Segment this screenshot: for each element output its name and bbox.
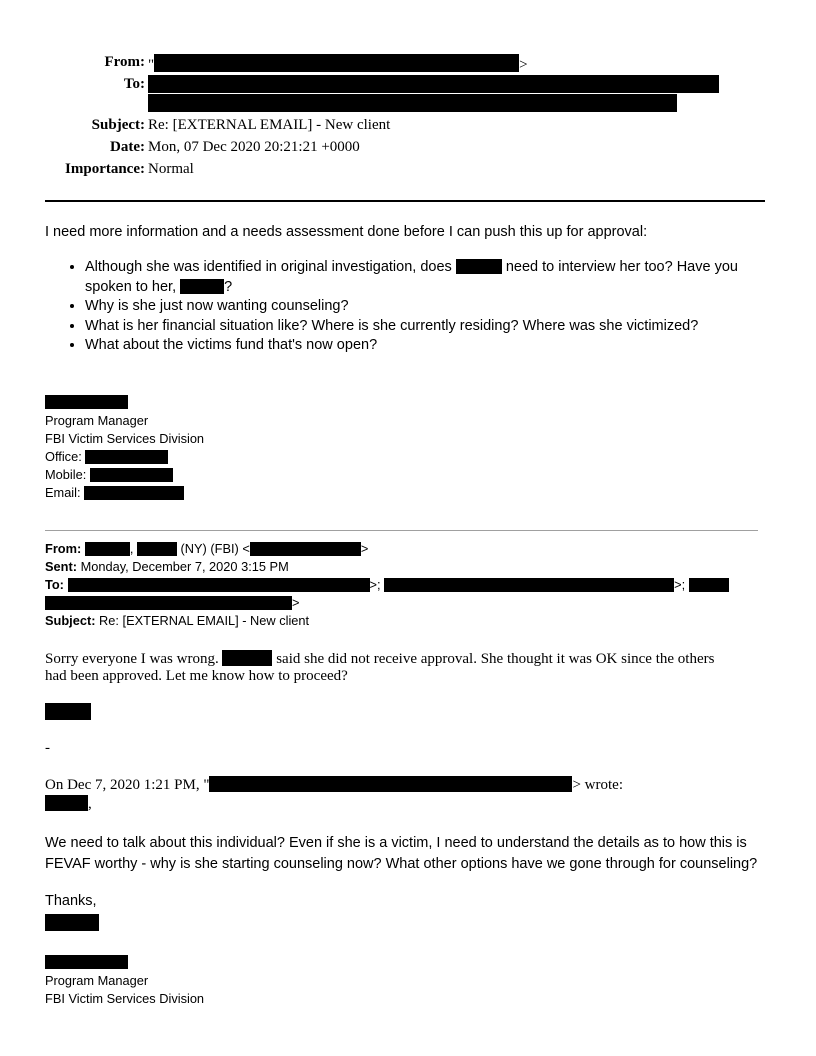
forwarded-header (45, 540, 760, 630)
redaction (85, 450, 168, 464)
redaction (68, 578, 370, 592)
header-divider (45, 200, 765, 202)
signature-office: Office: (45, 448, 204, 466)
list-item: • Although she was identified in original investigation, does need to interview her too? Have you spoken to her, ? (85, 258, 785, 297)
redaction (45, 596, 292, 610)
list-item: • Why is she just now wanting counseling? (85, 297, 785, 317)
from-label: From: (104, 54, 145, 70)
redaction (85, 542, 130, 556)
redaction (180, 279, 224, 294)
forwarded-subject: Subject: Re: [EXTERNAL EMAIL] - New client (45, 613, 310, 628)
date-label: Date: (110, 139, 145, 155)
signature-division: FBI Victim Services Division (45, 431, 205, 446)
signature-title: Program Manager (45, 973, 149, 988)
quote-greeting: , (45, 795, 92, 813)
redaction (250, 542, 361, 556)
subject-value: Re: [EXTERNAL EMAIL] - New client (148, 117, 391, 133)
signature-title: Program Manager (45, 413, 149, 428)
redaction (384, 578, 674, 592)
redaction (148, 75, 719, 93)
redaction (456, 259, 502, 274)
redaction (45, 955, 128, 969)
redaction (90, 468, 173, 482)
redaction (209, 776, 572, 792)
signature-email: Email: (45, 484, 204, 502)
forwarded-from: From: , (NY) (FBI) < > (45, 541, 369, 556)
forwarded-to-cont: > (45, 594, 760, 612)
reply-intro: I need more information and a needs assessment done before I can push this up for approval: (45, 224, 648, 240)
quote-attribution: On Dec 7, 2020 1:21 PM, " > wrote: (45, 777, 623, 793)
to-label: To: (123, 76, 145, 92)
forwarded-sent: Sent: Monday, December 7, 2020 3:15 PM (45, 559, 289, 574)
question-list (45, 258, 785, 356)
date-value: Mon, 07 Dec 2020 20:21:21 +0000 (148, 139, 360, 155)
redaction (137, 542, 177, 556)
redaction (45, 795, 88, 811)
list-item: • What about the victims fund that's now open? (85, 336, 785, 356)
from-value: " > (148, 54, 528, 74)
quoted-body: We need to talk about this individual? Even if she is a victim, I need to understand the details as to how this is FEVAF worthy - why is she starting counseling now? What other options have we gone through for counseling? (45, 835, 758, 872)
forwarded-body: Sorry everyone I was wrong. said she did not receive approval. She thought it was OK since the others had been approved. Let me know how to proceed? (45, 651, 715, 684)
redaction (148, 94, 677, 112)
importance-value: Normal (148, 161, 194, 177)
signature-division: FBI Victim Services Division (45, 991, 205, 1006)
redaction (45, 914, 99, 931)
forwarded-to: To: >; >; (45, 576, 760, 594)
forward-divider (45, 530, 758, 531)
signature-mobile: Mobile: (45, 466, 204, 484)
subject-label: Subject: (91, 117, 145, 133)
signature-block-2 (45, 955, 204, 1008)
importance-label: Importance: (65, 161, 145, 177)
redaction (154, 54, 519, 72)
redaction (222, 650, 272, 666)
list-item: • What is her financial situation like? Where is she currently residing? Where was she victimized? (85, 317, 785, 337)
redaction (45, 395, 128, 409)
thanks-text: Thanks, (45, 893, 97, 909)
signature-block (45, 395, 204, 502)
redaction (689, 578, 729, 592)
redaction (84, 486, 184, 500)
dash-separator: - (45, 740, 50, 756)
redaction (45, 703, 91, 720)
